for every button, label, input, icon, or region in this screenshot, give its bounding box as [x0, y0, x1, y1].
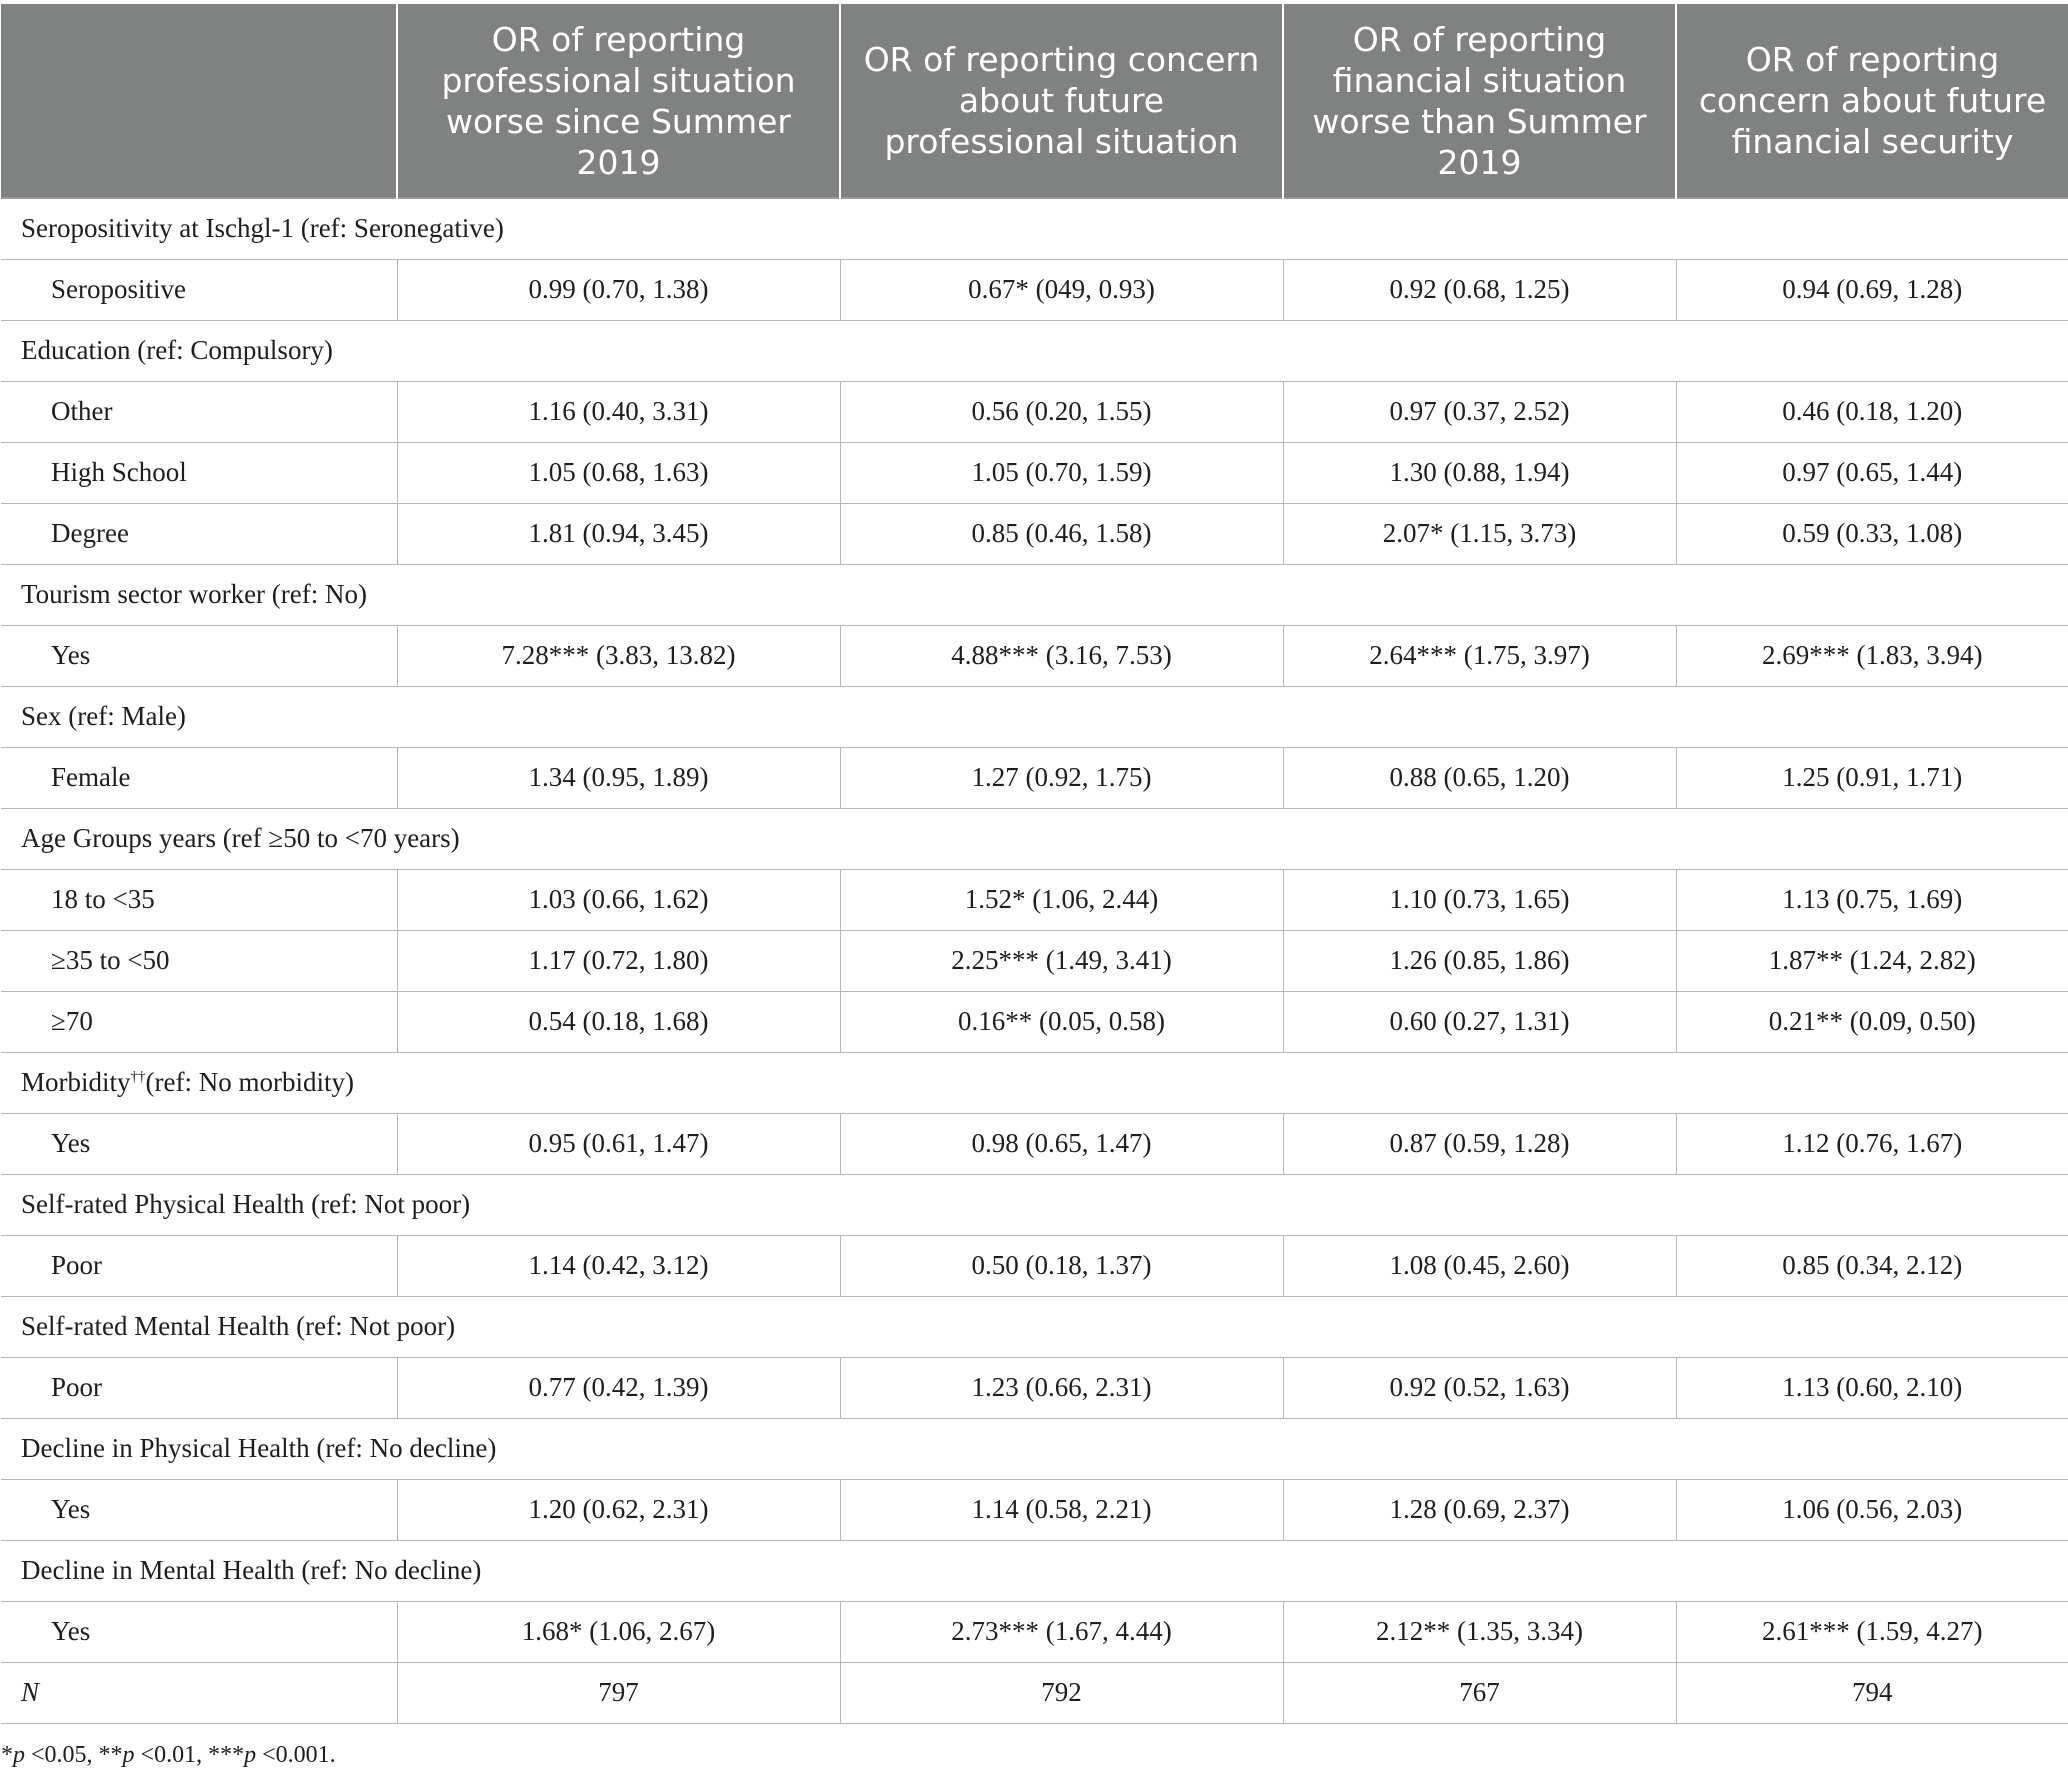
value-cell: 1.05 (0.68, 1.63) [397, 442, 840, 503]
value-cell: 0.97 (0.37, 2.52) [1283, 381, 1676, 442]
value-cell: 0.46 (0.18, 1.20) [1676, 381, 2068, 442]
value-cell: 2.25*** (1.49, 3.41) [840, 930, 1283, 991]
value-cell: 0.67* (049, 0.93) [840, 259, 1283, 320]
value-cell: 0.77 (0.42, 1.39) [397, 1357, 840, 1418]
group-row [1, 198, 2068, 259]
group-row [1, 808, 2068, 869]
value-cell: 1.06 (0.56, 2.03) [1676, 1479, 2068, 1540]
table-row [1, 1357, 2068, 1418]
row-label: Yes [1, 625, 397, 686]
group-label-text: Education (ref: Compulsory) [21, 335, 333, 365]
table-header [1, 4, 2068, 198]
value-cell: 0.99 (0.70, 1.38) [397, 259, 840, 320]
value-cell: 0.50 (0.18, 1.37) [840, 1235, 1283, 1296]
value-cell: 0.21** (0.09, 0.50) [1676, 991, 2068, 1052]
group-label-superscript: †† [130, 1069, 146, 1085]
group-row [1, 686, 2068, 747]
value-cell: 1.17 (0.72, 1.80) [397, 930, 840, 991]
footnote-text: * [1, 1741, 13, 1768]
value-cell: 7.28*** (3.83, 13.82) [397, 625, 840, 686]
table-row [1, 1113, 2068, 1174]
header-financial-concern: OR of reporting concern about future financial security [1676, 4, 2068, 198]
row-label: Yes [1, 1113, 397, 1174]
group-row [1, 1296, 2068, 1357]
value-cell: 0.85 (0.46, 1.58) [840, 503, 1283, 564]
group-label [1, 1052, 2068, 1113]
value-cell: 1.14 (0.58, 2.21) [840, 1479, 1283, 1540]
value-cell: 1.13 (0.75, 1.69) [1676, 869, 2068, 930]
value-cell: 0.16** (0.05, 0.58) [840, 991, 1283, 1052]
header-financial-worse: OR of reporting financial situation worse than Summer 2019 [1283, 4, 1676, 198]
row-label: Degree [1, 503, 397, 564]
group-label [1, 1174, 2068, 1235]
group-label [1, 320, 2068, 381]
value-cell: 0.59 (0.33, 1.08) [1676, 503, 2068, 564]
footnote-italic-p: p [13, 1741, 25, 1768]
value-cell: 1.28 (0.69, 2.37) [1283, 1479, 1676, 1540]
row-label: 18 to <35 [1, 869, 397, 930]
value-cell: 0.95 (0.61, 1.47) [397, 1113, 840, 1174]
group-label-text: Decline in Mental Health (ref: No decline) [21, 1555, 482, 1585]
value-cell: 0.88 (0.65, 1.20) [1283, 747, 1676, 808]
table-row [1, 381, 2068, 442]
table-row [1, 625, 2068, 686]
footnote-text: <0.01, *** [134, 1741, 245, 1768]
table-body [1, 198, 2068, 1723]
value-cell: 0.56 (0.20, 1.55) [840, 381, 1283, 442]
value-cell: 0.92 (0.68, 1.25) [1283, 259, 1676, 320]
odds-ratio-table [1, 4, 2068, 1724]
sample-size-label: N [1, 1662, 397, 1723]
header-row [1, 4, 2068, 198]
group-row [1, 1540, 2068, 1601]
row-label: ≥35 to <50 [1, 930, 397, 991]
value-cell: 1.12 (0.76, 1.67) [1676, 1113, 2068, 1174]
group-label [1, 198, 2068, 259]
value-cell: 2.61*** (1.59, 4.27) [1676, 1601, 2068, 1662]
footnote-italic-p: p [122, 1741, 135, 1768]
value-cell: 1.05 (0.70, 1.59) [840, 442, 1283, 503]
header-professional-concern: OR of reporting concern about future professional situation [840, 4, 1283, 198]
group-label-text: Self-rated Mental Health (ref: Not poor) [21, 1311, 456, 1341]
value-cell: 0.60 (0.27, 1.31) [1283, 991, 1676, 1052]
table-row [1, 930, 2068, 991]
sample-size-value: 794 [1676, 1662, 2068, 1723]
group-row [1, 1418, 2068, 1479]
group-row [1, 1174, 2068, 1235]
value-cell: 2.69*** (1.83, 3.94) [1676, 625, 2068, 686]
sample-size-row [1, 1662, 2068, 1723]
value-cell: 0.94 (0.69, 1.28) [1676, 259, 2068, 320]
footnote-text: <0.05, ** [25, 1741, 123, 1768]
value-cell: 1.14 (0.42, 3.12) [397, 1235, 840, 1296]
value-cell: 1.08 (0.45, 2.60) [1283, 1235, 1676, 1296]
group-label-text: Decline in Physical Health (ref: No decline) [21, 1433, 497, 1463]
group-label-text: Seropositivity at Ischgl-1 (ref: Seronegative) [21, 213, 504, 244]
table-row [1, 1235, 2068, 1296]
table-row [1, 869, 2068, 930]
group-label-suffix: (ref: No morbidity) [145, 1067, 354, 1097]
value-cell: 0.92 (0.52, 1.63) [1283, 1357, 1676, 1418]
group-label-text: Age Groups years (ref ≥50 to <70 years) [21, 823, 460, 853]
value-cell: 2.73*** (1.67, 4.44) [840, 1601, 1283, 1662]
row-label: Female [1, 747, 397, 808]
value-cell: 2.64*** (1.75, 3.97) [1283, 625, 1676, 686]
group-label [1, 808, 2068, 869]
group-label [1, 1418, 2068, 1479]
row-label: Poor [1, 1235, 397, 1296]
value-cell: 0.54 (0.18, 1.68) [397, 991, 840, 1052]
value-cell: 1.34 (0.95, 1.89) [397, 747, 840, 808]
value-cell: 0.85 (0.34, 2.12) [1676, 1235, 2068, 1296]
value-cell: 1.26 (0.85, 1.86) [1283, 930, 1676, 991]
sample-size-value: 792 [840, 1662, 1283, 1723]
value-cell: 0.87 (0.59, 1.28) [1283, 1113, 1676, 1174]
sample-size-value: 767 [1283, 1662, 1676, 1723]
value-cell: 1.81 (0.94, 3.45) [397, 503, 840, 564]
row-label: Seropositive [1, 259, 397, 320]
group-label-text: Sex (ref: Male) [21, 701, 186, 731]
group-label [1, 564, 2068, 625]
value-cell: 0.97 (0.65, 1.44) [1676, 442, 2068, 503]
table-row [1, 442, 2068, 503]
table-footnote [1, 1742, 2068, 1769]
group-label-text: Morbidity [21, 1067, 131, 1097]
footnote-text: <0.001. [256, 1741, 336, 1768]
table-row [1, 747, 2068, 808]
group-label [1, 1296, 2068, 1357]
table-row [1, 503, 2068, 564]
value-cell: 1.13 (0.60, 2.10) [1676, 1357, 2068, 1418]
value-cell: 2.12** (1.35, 3.34) [1283, 1601, 1676, 1662]
footnote-italic-p: p [244, 1741, 257, 1768]
group-label [1, 686, 2068, 747]
group-label [1, 1540, 2068, 1601]
group-row [1, 1052, 2068, 1113]
value-cell: 1.87** (1.24, 2.82) [1676, 930, 2068, 991]
value-cell: 1.03 (0.66, 1.62) [397, 869, 840, 930]
value-cell: 1.52* (1.06, 2.44) [840, 869, 1283, 930]
value-cell: 1.20 (0.62, 2.31) [397, 1479, 840, 1540]
value-cell: 1.10 (0.73, 1.65) [1283, 869, 1676, 930]
row-label: Yes [1, 1479, 397, 1540]
header-professional-worse: OR of reporting professional situation worse since Summer 2019 [397, 4, 840, 198]
value-cell: 1.68* (1.06, 2.67) [397, 1601, 840, 1662]
value-cell: 2.07* (1.15, 3.73) [1283, 503, 1676, 564]
table-row [1, 1601, 2068, 1662]
row-label: High School [1, 442, 397, 503]
value-cell: 1.16 (0.40, 3.31) [397, 381, 840, 442]
value-cell: 1.27 (0.92, 1.75) [840, 747, 1283, 808]
value-cell: 4.88*** (3.16, 7.53) [840, 625, 1283, 686]
value-cell: 1.23 (0.66, 2.31) [840, 1357, 1283, 1418]
sample-size-value: 797 [397, 1662, 840, 1723]
value-cell: 1.25 (0.91, 1.71) [1676, 747, 2068, 808]
group-label-text: Tourism sector worker (ref: No) [21, 579, 367, 609]
row-label: Other [1, 381, 397, 442]
group-row [1, 320, 2068, 381]
value-cell: 1.30 (0.88, 1.94) [1283, 442, 1676, 503]
row-label: Poor [1, 1357, 397, 1418]
table-row [1, 1479, 2068, 1540]
row-label: Yes [1, 1601, 397, 1662]
table-row [1, 259, 2068, 320]
table-row [1, 991, 2068, 1052]
value-cell: 0.98 (0.65, 1.47) [840, 1113, 1283, 1174]
header-cell-empty [1, 4, 397, 198]
group-row [1, 564, 2068, 625]
row-label: ≥70 [1, 991, 397, 1052]
group-label-text: Self-rated Physical Health (ref: Not poor) [21, 1189, 471, 1219]
